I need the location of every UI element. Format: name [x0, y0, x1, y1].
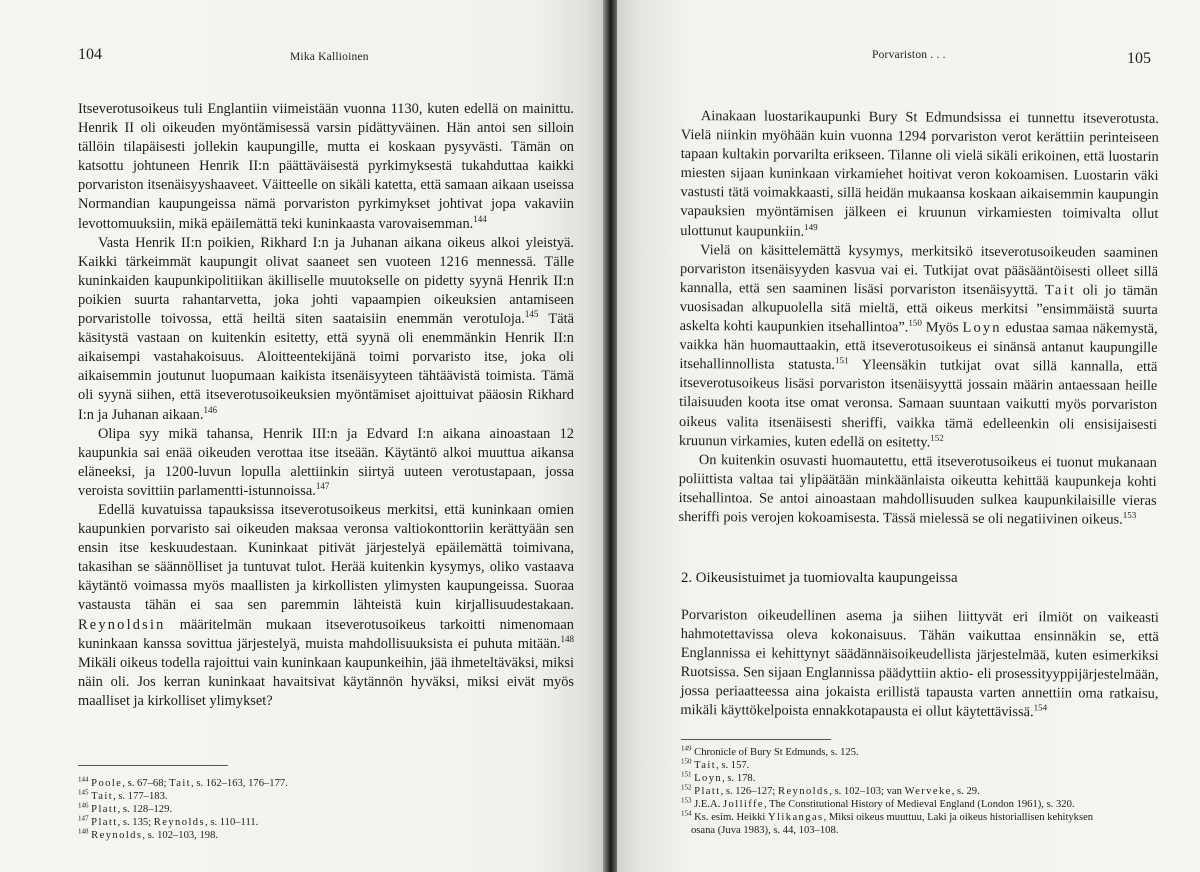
footnote: $^{148}$ Reynolds, s. 102–103, 198.: [78, 827, 219, 841]
footnote: $^{153}$ J.E.A. Jolliffe, The Constitutional History of Medieval England (London 1961), s. 320.: [681, 796, 1075, 810]
paragraph: Ainakaan luostarikaupunki Bury St Edmundsissa ei tunnettu itseverotusta. Vielä niinkin myöhään kuin vuonna 1294 porvariston verot kerättiin perinteiseen tapaan kultakin porvarilta erikseen. Tilanne oli vielä sikäli erikoinen, että luostarin miesten sijaan kuninkaan virkamiehet hoitivat veron kokoamisen. Luostarin väki vastusti tätä voimakkaasti, sillä heidän mukaansa koskaan aikaisemmin kaupungin vapauksien myöntämisen jälkeen ei kruunun virkamiesten toimivalta ollut ulottunut kaupunkiin.$^{149}$: [680, 108, 1159, 240]
left-body-text: [78, 100, 574, 711]
footnote-ref[interactable]: 146: [203, 404, 217, 415]
running-head: Porvariston . . .: [872, 49, 946, 61]
footnote: osana (Juva 1983), s. 44, 103–108.: [691, 825, 839, 836]
footnote-ref[interactable]: 147: [315, 481, 330, 492]
author-name: Loyn: [962, 319, 1002, 336]
footnote-ref[interactable]: 152: [930, 432, 944, 443]
page-number: 105: [1127, 50, 1151, 67]
footnote: $^{154}$ Ks. esim. Heikki Ylikangas, Miksi oikeus muuttuu, Laki ja oikeus historiallisen kehityksen: [681, 809, 1094, 823]
footnote: $^{150}$ Tait, s. 157.: [681, 757, 750, 771]
footnote-ref[interactable]: 148: [560, 633, 574, 644]
footnote: $^{152}$ Platt, s. 126–127; Reynolds, s. 102–103; van Werveke, s. 29.: [681, 783, 980, 797]
footnote: $^{147}$ Platt, s. 135; Reynolds, s. 110–111.: [78, 814, 259, 828]
section-heading: 2. Oikeusistuimet ja tuomiovalta kaupungeissa: [681, 570, 958, 586]
paragraph: Vasta Henrik II:n poikien, Rikhard I:n ja Juhanan aikana oikeus alkoi yleistyä. Kaikki tärkeimmät kaupungit olivat saaneet sen vuoteen 1216 mennessä. Tälle kuninkaiden kaupunkipolitiikan äkilliselle muutokselle on pidetty syynä Henrik II:n poikien suurta rahantarvetta, joka johti vapaampien oikeuksien antamiseen porvaristolle toivossa, että heiltä siten saataisiin enemmän verotuloja.$^{145}$ Tätä käsitystä vastaan on kuitenkin esitetty, että syynä oli enemmänkin Henrik II:n aikaisempi vastahakoisuus. Aloitteentekijänä toimi porvaristo itse, joka oli aikaisemmin joutunut luopumaan kaikista itsenäisyyteen tähtäävistä toimista. Tämä oli syynä siihen, että itseverotusoikeuksien myöntämiset ajoittuivat pääosin Rikhard I:n ja Juhanan aikaan.$^{146}$: [78, 234, 574, 423]
paragraph: On kuitenkin osuvasti huomautettu, että itseverotusoikeus ei tuonut mukanaan poliittista valtaa tai ylipäätään minkäänlaista oikeutta kehittää kaupunkeja kohti itsehallintoa. Se antoi ainoastaan mahdollisuuden sulkea kaupunkilaisille vieras sheriffi pois verojen kokoamisesta. Tässä mielessä se oli negatiivinen oikeus.$^{153}$: [678, 451, 1157, 528]
paragraph: Olipa syy mikä tahansa, Henrik III:n ja Edvard I:n aikana ainoastaan 12 kaupunkia sai enää oikeuden verottaa itse itseään. Käytäntö alkoi muuttua aikansa eläneeksi, ja 1200-luvun lopulla alettiinkin siirtyä uuteen verotustapaan, jossa veroista sovittiin parlamentti-istunnoissa.$^{147}$: [78, 425, 574, 499]
footnote-ref[interactable]: 150: [908, 317, 922, 328]
footnote-ref[interactable]: 151: [835, 355, 849, 366]
right-body-text-section: [680, 606, 1159, 723]
author-name: Tait: [1044, 282, 1076, 299]
footnote: $^{151}$ Loyn, s. 178.: [681, 770, 756, 784]
left-footnotes: [78, 777, 288, 842]
author-name: Reynoldsin: [78, 616, 166, 633]
footnote-ref[interactable]: 153: [1122, 509, 1137, 520]
footnote-ref[interactable]: 145: [524, 309, 539, 320]
paragraph: Itseverotusoikeus tuli Englantiin viimeistään vuonna 1130, kuten edellä on mainittu. Henrik II oli oikeuden myöntämisessä varsin pidättyväinen. Hän antoi sen silloin tällöin tilapäisesti jollekin kaupungille, mutta ei koskaan pysyvästi. Tämän on katsottu johtuneen Henrik II:n päättäväisestä pyrkimyksestä tukahduttaa kaikki porvariston itsenäisyyshaaveet. Väitteelle on sikäli katetta, että samaan aikaan useissa Normandian kaupungeissa nämä porvariston pyrkimykset johtivat jopa vakaviin levottomuuksiin, mikä epäilemättä teki kuninkaasta varovaisemman.$^{144}$: [78, 101, 574, 232]
page-number: 104: [78, 46, 102, 63]
right-page: [617, 0, 1200, 872]
paragraph: Edellä kuvatuissa tapauksissa itseverotusoikeus merkitsi, että kuninkaan omien kaupunkien porvaristo sai oikeuden maksaa veronsa valtiokonttoriin kerättyään sen ensin itse keskuudestaan. Kuninkaat pitivät järjestelyä epäilemättä toimivana, takasihan se säännölliset ja tuntuvat tulot. Herää kuitenkin kysymys, oliko vastaava käytäntö voimassa myös maallisten ja kirkollisten ylimysten kaupungeissa. Suoraa vastausta tähän ei saa sen paremmin lähteistä kuin kirjallisuudestakaan. Reynoldsin määritelmän mukaan itseverotusoikeus tarkoitti nimenomaan kuninkaan kanssa sovittua järjestelyä, muista mahdollisuuksista ei puhuta mitään.$^{148}$ Mikäli oikeus todella rajoittui vain kuninkaan kaupunkeihin, jää ihmeteltäväksi, miksi näin oli. Jos kerran kuninkaat havaitsivat käytännön hyväksi, miksi eivät myös maalliset ja kirkolliset ylimykset?: [78, 501, 574, 709]
footnote: $^{144}$ Poole, s. 67–68; Tait, s. 162–163, 176–177.: [78, 775, 288, 789]
footnote-rule: [78, 765, 228, 766]
footnote: $^{145}$ Tait, s. 177–183.: [78, 788, 168, 802]
footnote-ref[interactable]: 149: [804, 221, 818, 232]
paragraph: Porvariston oikeudellinen asema ja siihen liittyvät eri ilmiöt on vaikeasti hahmotettavissa oleva kokonaisuus. Tähän vaikuttaa ensinnäkin se, että Englannissa ei kehittynyt säädännäisoikeudellista järjestelmää, kuten esimerkiksi Ruotsissa. Sen sijaan Englannissa päädyttiin aktio- eli prosessityyppijärjestelmään, jossa periaatteessa aina jokaista erillistä tapausta varten annettiin oma ratkaisu, mikäli käyttökelpoista ennakkotapausta ei ollut käytettävissä.$^{154}$: [680, 607, 1159, 721]
paragraph: Vielä on käsittelemättä kysymys, merkitsikö itseverotusoikeuden saaminen porvariston itsenäisyyden kasvua vai ei. Tutkijat ovat pääsääntöisesti olleet sillä kannalla, että sen saaminen lisäsi porvariston itsenäisyyttä. Tait oli jo tämän vuosisadan alkupuolella sitä mieltä, että oikeus merkitsi ”ensimmäistä suurta askelta kohti kaupunkien itsehallintoa”.$^{150}$ Myös Loyn edustaa samaa näkemystä, vaikka hän huomauttaakin, että itseverotusoikeus ei sinänsä antanut kaupungille itsehallinnollista statusta.$^{151}$ Yleensäkin tutkijat ovat sillä kannalla, että itseverotusoikeus lisäsi porvariston itsenäisyyttä jossain määrin antaessaan heille tilaisuuden koota itse omat veronsa. Samaan suuntaan vaikutti myös porvariston oikeus valita itsenäisesti sheriffi, vaikka tämä edelleenkin oli ensisijaisesti kruunun virkamies, kuten edellä on esitetty.$^{152}$: [678, 241, 1159, 451]
footnote-rule: [681, 739, 831, 740]
footnote: $^{149}$ Chronicle of Bury St Edmunds, s. 125.: [681, 744, 859, 758]
footnote-ref[interactable]: 154: [1033, 702, 1048, 713]
right-body-text: [678, 107, 1159, 530]
footnote-ref[interactable]: 144: [473, 213, 487, 224]
running-head: Mika Kallioinen: [290, 51, 369, 63]
footnote: $^{146}$ Platt, s. 128–129.: [78, 801, 173, 815]
right-footnotes: [681, 746, 1093, 837]
book-gutter: [603, 0, 617, 872]
